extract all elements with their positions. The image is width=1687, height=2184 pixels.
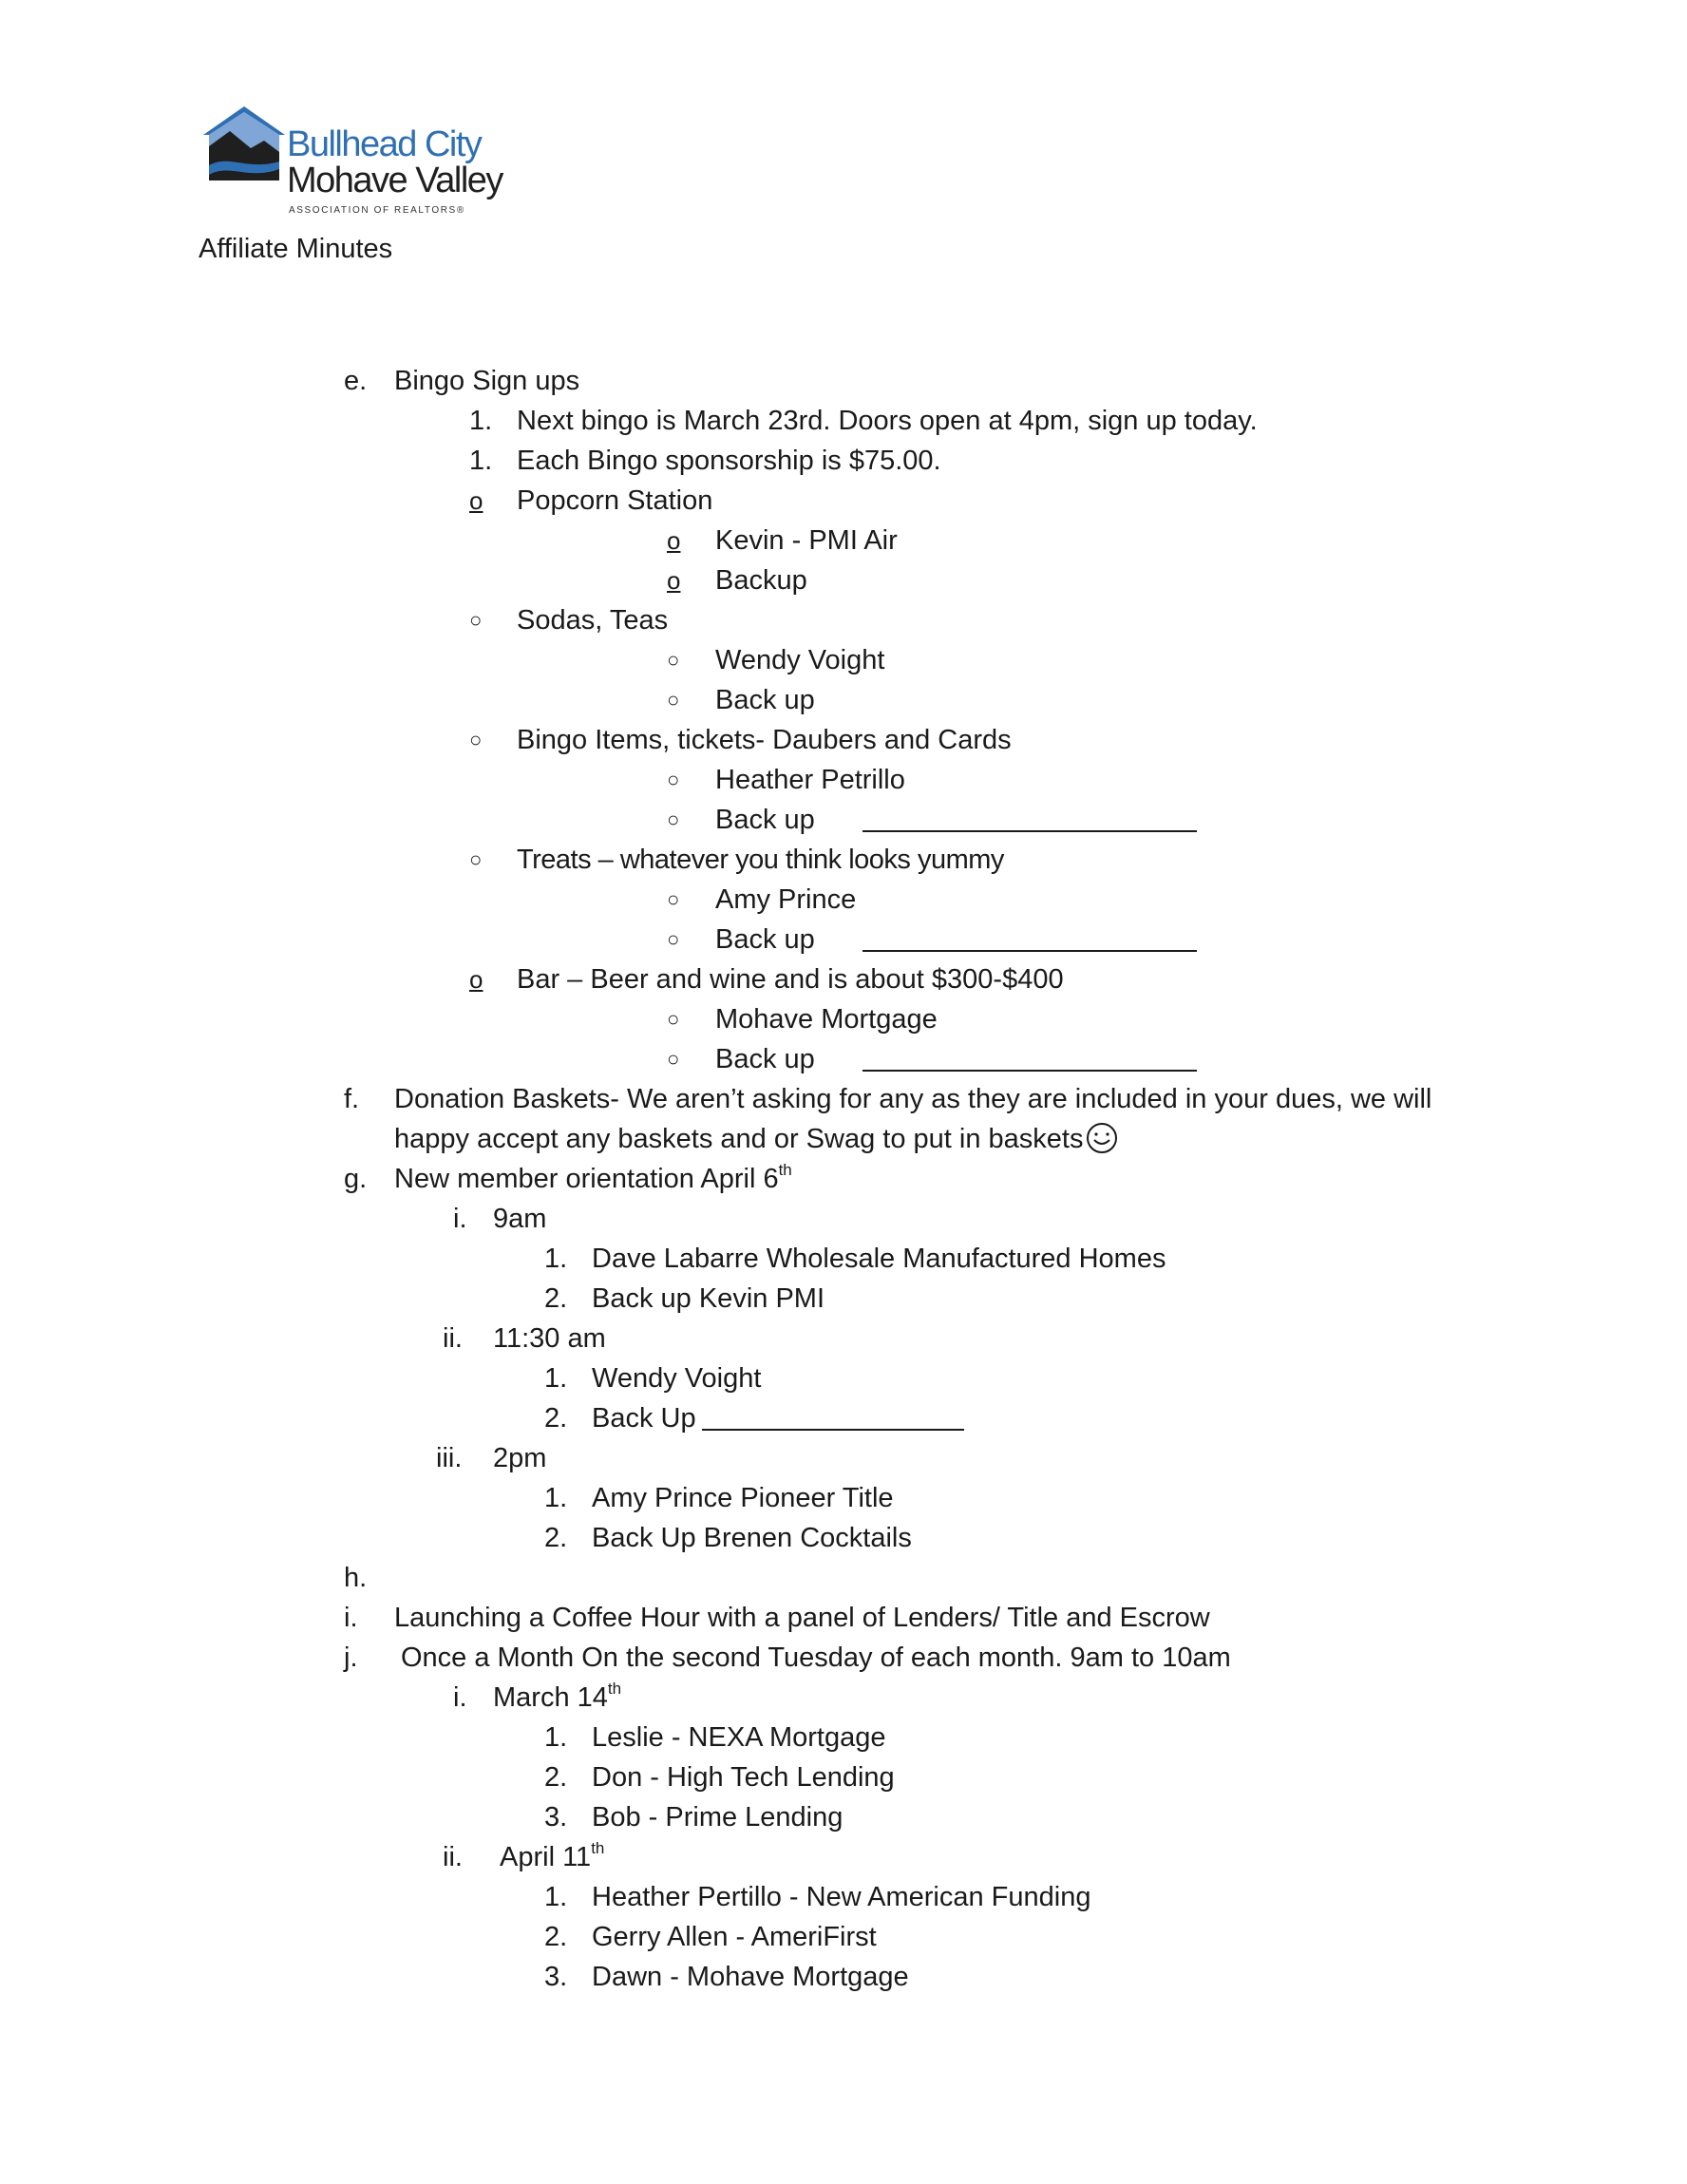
item-text: Treats – whatever you think looks yummy (517, 845, 1004, 875)
item-text: New member orientation April 6 (394, 1164, 779, 1194)
item-marker: i. (453, 1682, 467, 1713)
item-text: April 11 (500, 1842, 592, 1872)
item-marker: j. (344, 1643, 358, 1673)
item-marker: 2. (544, 1922, 568, 1952)
item-text: Mohave Mortgage (715, 1004, 938, 1035)
item-text: Gerry Allen - AmeriFirst (592, 1922, 877, 1952)
ordinal-suffix: th (607, 1680, 622, 1698)
item-text: Wendy Voight (592, 1363, 762, 1394)
item-marker: 1. (544, 1483, 568, 1513)
logo-text-bullhead-city: Bullhead City (287, 124, 482, 164)
ordinal-suffix: th (591, 1839, 605, 1857)
item-marker: ii. (443, 1842, 463, 1872)
bullet-marker: o (469, 486, 483, 515)
item-text: Amy Prince Pioneer Title (592, 1483, 894, 1513)
bullet-marker: o (667, 566, 681, 595)
item-text: Sodas, Teas (517, 605, 669, 636)
logo-text-mohave-valley: Mohave Valley (287, 161, 502, 200)
document-title: Affiliate Minutes (199, 234, 393, 264)
item-text: Popcorn Station (517, 485, 713, 516)
item-text: Bob - Prime Lending (592, 1802, 844, 1833)
bullet-marker: ○ (667, 807, 680, 831)
signup-blank-line (862, 1041, 1197, 1072)
bullet-marker: o (469, 965, 483, 994)
item-text: Kevin - PMI Air (715, 525, 898, 556)
item-marker: f. (344, 1084, 360, 1114)
item-text: Dawn - Mohave Mortgage (592, 1962, 909, 1992)
item-text: Back up (715, 685, 815, 715)
item-text: Back up (715, 1044, 815, 1074)
bullet-marker: ○ (667, 688, 680, 712)
item-marker: 3. (544, 1962, 568, 1992)
bullet-marker: ○ (667, 1007, 680, 1031)
item-text: Wendy Voight (715, 645, 885, 675)
item-marker: i. (344, 1603, 358, 1633)
item-marker: 2. (544, 1523, 568, 1553)
ordinal-suffix: th (778, 1161, 792, 1179)
smiley-icon (1085, 1121, 1119, 1155)
item-text: Back Up (592, 1403, 696, 1434)
item-text: Back up (715, 805, 815, 835)
item-marker: e. (344, 366, 368, 396)
item-text: Back Up Brenen Cocktails (592, 1523, 912, 1553)
item-text: Heather Petrillo (715, 765, 905, 795)
item-text: 9am (493, 1204, 547, 1234)
bullet-marker: o (667, 526, 681, 555)
item-marker: 3. (544, 1802, 568, 1833)
item-text: Don - High Tech Lending (592, 1762, 895, 1793)
item-text: Once a Month On the second Tuesday of each month. 9am to 10am (401, 1643, 1231, 1673)
item-text: Heather Pertillo - New American Funding (592, 1882, 1091, 1912)
item-marker: ii. (443, 1323, 463, 1354)
item-marker: i. (453, 1204, 467, 1234)
item-marker: 1. (469, 446, 493, 476)
item-text: 11:30 am (493, 1323, 606, 1354)
item-text: Next bingo is March 23rd. Doors open at 4pm, sign up today. (517, 406, 1258, 436)
item-marker: 1. (544, 1363, 568, 1394)
item-marker: iii. (436, 1443, 463, 1473)
item-text: Dave Labarre Wholesale Manufactured Homes (592, 1244, 1166, 1274)
bullet-marker: ○ (667, 927, 680, 951)
item-text: Back up (715, 924, 815, 955)
item-marker: g. (344, 1164, 368, 1194)
bullet-marker: ○ (667, 768, 680, 791)
item-text: Backup (715, 565, 807, 596)
bullet-marker: ○ (667, 887, 680, 911)
item-marker: 1. (544, 1882, 568, 1912)
item-marker: 1. (544, 1722, 568, 1753)
item-marker: h. (344, 1563, 368, 1593)
item-text: Amy Prince (715, 884, 857, 915)
signup-blank-line (702, 1400, 964, 1431)
item-text: Leslie - NEXA Mortgage (592, 1722, 886, 1753)
item-text: Launching a Coffee Hour with a panel of Lenders/ Title and Escrow (394, 1603, 1210, 1633)
bullet-marker: ○ (469, 728, 483, 751)
item-text: Bingo Items, tickets- Daubers and Cards (517, 725, 1012, 755)
item-text: Bar – Beer and wine and is about $300-$400 (517, 964, 1064, 995)
signup-blank-line (862, 802, 1197, 832)
association-logo (201, 104, 502, 220)
item-marker: 2. (544, 1403, 568, 1434)
item-marker: 1. (544, 1244, 568, 1274)
bullet-marker: ○ (667, 648, 680, 672)
item-text: Each Bingo sponsorship is $75.00. (517, 446, 941, 476)
bullet-marker: ○ (469, 847, 483, 871)
item-marker: 2. (544, 1283, 568, 1314)
item-text: Donation Baskets- We aren’t asking for any as they are included in your dues, we will (394, 1084, 1432, 1114)
item-marker: 1. (469, 406, 493, 436)
item-text: Back up Kevin PMI (592, 1283, 825, 1314)
bullet-marker: ○ (667, 1047, 680, 1071)
item-marker: 2. (544, 1762, 568, 1793)
item-text: Bingo Sign ups (394, 366, 580, 396)
bullet-marker: ○ (469, 608, 483, 632)
signup-blank-line (862, 921, 1197, 952)
item-text: 2pm (493, 1443, 547, 1473)
logo-text-association: ASSOCIATION OF REALTORS® (289, 205, 465, 216)
item-text: happy accept any baskets and or Swag to put in baskets (394, 1124, 1084, 1154)
item-text: March 14 (493, 1682, 608, 1713)
house-mountain-icon (201, 104, 287, 196)
